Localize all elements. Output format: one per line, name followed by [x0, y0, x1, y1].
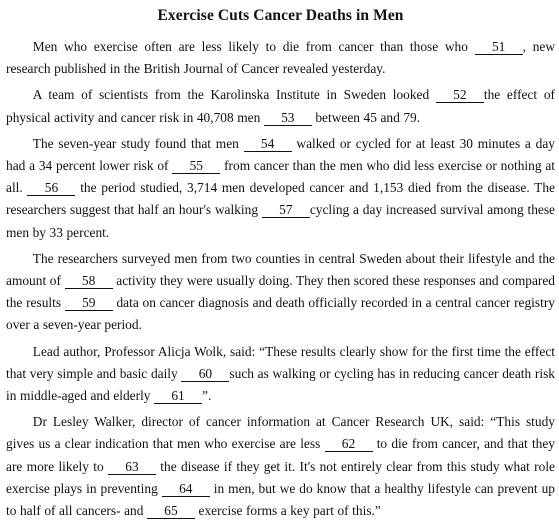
page-title: Exercise Cuts Cancer Deaths in Men [157, 7, 404, 24]
blank-number: 53 [264, 110, 312, 126]
paragraph [6, 341, 555, 408]
paragraph-text: the disease if they get it. It's not entirely clear from this study what role exercise plays in preventing [6, 458, 555, 496]
paragraph-text: between 45 and 79. [311, 109, 421, 125]
paragraph-text: exercise forms a key part of this.” [195, 503, 381, 519]
paragraph-text: from cancer than the men who did less exercise or nothing at all. [6, 158, 555, 196]
paragraph-text: A team of scientists from the Karolinska Institute in Sweden looked [32, 87, 436, 103]
paragraph-text: Men who exercise often are less likely to die from cancer than those who [32, 39, 475, 54]
blank-number: 65 [147, 503, 195, 519]
paragraph [6, 84, 555, 128]
paragraph [6, 36, 555, 80]
paragraph [6, 248, 555, 337]
blank-number: 63 [108, 459, 156, 475]
paragraph-text: The seven-year study found that men [32, 135, 244, 151]
blank-number: 61 [154, 388, 202, 404]
paragraph-text: the effect of physical activity and cancer risk in 40,708 men [6, 87, 555, 125]
paragraph [6, 133, 555, 244]
blank-number: 54 [244, 136, 292, 152]
article-body [6, 36, 555, 522]
blank-number: 58 [65, 273, 113, 289]
paragraph [6, 411, 555, 522]
blank-number: 60 [181, 366, 229, 382]
blank-number: 64 [162, 481, 210, 497]
paragraph-text: data on cancer diagnosis and death officially recorded in a central cancer registry over a seven-year period. [6, 295, 555, 333]
paragraph-text: The researchers surveyed men from two counties in central Sweden about their lifestyle and the amount of [6, 250, 555, 289]
paragraph-text: activity they were usually doing. They then scored these responses and compared the results [6, 273, 556, 311]
paragraph-text: Dr Lesley Walker, director of cancer information at Cancer Research UK, said: “This study gives us a clear indication that men who exercise are less [6, 414, 555, 452]
blank-number: 62 [325, 436, 373, 452]
blank-number: 55 [172, 158, 220, 174]
paragraph-text: in men, but we do know that a healthy lifestyle can prevent up to half of all cancers- and [6, 480, 555, 519]
paragraph-text: to die from cancer, and that they are more likely to [6, 436, 555, 474]
blank-number: 52 [436, 87, 484, 103]
paragraph-text: walked or cycled for at least 30 minutes a day had a 34 percent lower risk of [6, 135, 555, 174]
blank-number: 56 [27, 180, 75, 196]
blank-number: 57 [262, 202, 310, 218]
paragraph-text: , new research published in the British Journal of Cancer revealed yesterday. [6, 39, 555, 77]
paragraph-text: Lead author, Professor Alicja Wolk, said: “These results clearly show for the first time the effect that very simple and basic daily [6, 343, 555, 381]
blank-number: 59 [65, 295, 113, 311]
paragraph-text: the period studied, 3,714 men developed cancer and 1,153 died from the disease. The researchers suggest that half an hour's walking [6, 180, 555, 218]
paragraph-text: cycling a day increased survival among these men by 33 percent. [6, 202, 555, 240]
paragraph-text: ”. [202, 388, 212, 404]
paragraph-text: such as walking or cycling has in reducing cancer death risk in middle-aged and elderly [6, 365, 555, 404]
blank-number: 51 [475, 39, 523, 55]
